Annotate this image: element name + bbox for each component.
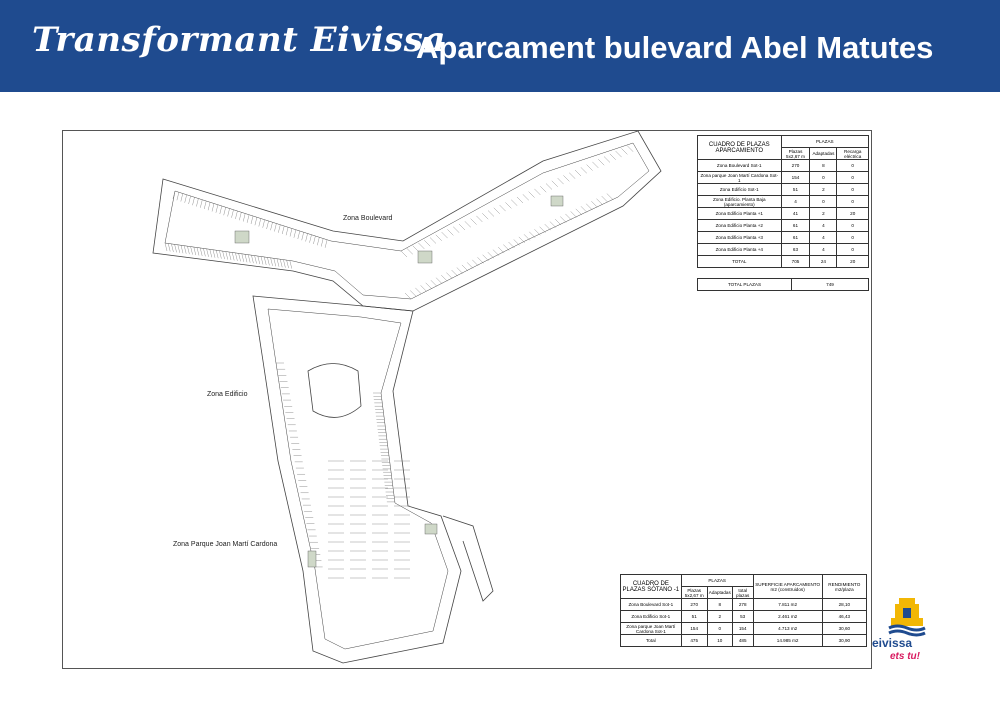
stall-line bbox=[415, 288, 421, 294]
table-total-plazas bbox=[697, 278, 869, 291]
stall-line bbox=[223, 251, 225, 259]
table2-cell-total: 53 bbox=[732, 611, 753, 623]
stall-line bbox=[216, 250, 218, 258]
stall-line bbox=[607, 194, 613, 200]
stall-line bbox=[175, 244, 177, 252]
stall-line bbox=[459, 224, 465, 230]
stall-line bbox=[524, 234, 530, 240]
stall-line bbox=[477, 257, 483, 263]
stall-line bbox=[243, 214, 245, 222]
table1-cell-zona: TOTAL bbox=[698, 256, 782, 268]
table1-row bbox=[698, 220, 869, 232]
zone-label-parque: Zona Parque Joan Martí Cardona bbox=[173, 541, 278, 548]
stall-line bbox=[483, 255, 489, 261]
stall-line bbox=[255, 256, 257, 264]
stall-line bbox=[306, 234, 308, 242]
stall-line bbox=[471, 219, 477, 225]
table2-row bbox=[621, 599, 867, 611]
stall-line bbox=[242, 254, 244, 262]
stall-line bbox=[430, 238, 436, 244]
stall-line bbox=[598, 159, 604, 165]
stall-line bbox=[401, 251, 407, 257]
stall-line bbox=[259, 219, 261, 227]
table1-cell-adaptadas: 24 bbox=[810, 256, 837, 268]
stall-line bbox=[488, 211, 494, 217]
stall-line bbox=[592, 162, 598, 168]
table1-cell-adaptadas: 0 bbox=[810, 196, 837, 208]
stall-line bbox=[208, 202, 210, 210]
stall-line bbox=[287, 260, 289, 268]
stall-line bbox=[232, 252, 234, 260]
stall-line bbox=[523, 194, 529, 200]
stall-line bbox=[189, 196, 191, 204]
table1-cell-recarga: 0 bbox=[837, 196, 869, 208]
stall-line bbox=[540, 186, 546, 192]
stall-line bbox=[264, 257, 266, 265]
page-title: Aparcament bulevard Abel Matutes bbox=[416, 30, 934, 65]
stall-line bbox=[290, 229, 292, 237]
table1-cell-zona: Zona parque Joan Martí Cardona Sot-1 bbox=[698, 172, 782, 184]
stall-line bbox=[263, 220, 265, 228]
stall-line bbox=[565, 214, 571, 220]
stall-line bbox=[181, 194, 183, 202]
stall-line bbox=[191, 247, 193, 255]
stall-line bbox=[575, 170, 581, 176]
garden-patch bbox=[551, 196, 563, 206]
stall-line bbox=[602, 196, 608, 202]
total-plazas-value: 749 bbox=[792, 279, 869, 291]
stall-line bbox=[251, 255, 253, 263]
stall-line bbox=[581, 206, 587, 212]
table1-cell-zona: Zona Edificio. Planta Baja (aparcamiento) bbox=[698, 196, 782, 208]
table1-cell-plazas: 63 bbox=[781, 244, 810, 256]
stall-line bbox=[267, 221, 269, 229]
stall-line bbox=[245, 254, 247, 262]
header-banner bbox=[0, 0, 1000, 92]
stall-line bbox=[571, 211, 577, 217]
brand-title: Transformant Eivissa bbox=[32, 20, 446, 60]
stall-line bbox=[200, 248, 202, 256]
table1-row bbox=[698, 208, 869, 220]
stall-line bbox=[177, 192, 179, 200]
stall-line bbox=[503, 245, 509, 251]
table1-cell-zona: Zona Edificio Sot-1 bbox=[698, 184, 782, 196]
stall-line bbox=[229, 252, 231, 260]
table1-cell-plazas: 4 bbox=[781, 196, 810, 208]
table2-cell-adaptadas: 2 bbox=[707, 611, 732, 623]
stall-line bbox=[317, 237, 319, 245]
stall-line bbox=[258, 256, 260, 264]
zone-label-edificio: Zona Edificio bbox=[207, 391, 248, 398]
table2-cell-plazas: 51 bbox=[681, 611, 707, 623]
table2-cell-zona: Zona parque Joan Martí Cardona Sot-1 bbox=[621, 623, 682, 635]
table1-cell-plazas: 154 bbox=[781, 172, 810, 184]
table2-group-header: PLAZAS bbox=[681, 575, 753, 587]
stall-line bbox=[282, 226, 284, 234]
stall-line bbox=[447, 229, 453, 235]
stall-line bbox=[286, 227, 288, 235]
stall-line bbox=[462, 265, 468, 271]
stall-line bbox=[171, 244, 173, 252]
table1-cell-recarga: 0 bbox=[837, 172, 869, 184]
stall-line bbox=[621, 148, 627, 154]
table1-cell-recarga: 0 bbox=[837, 160, 869, 172]
table1-col-adaptadas: Adaptadas bbox=[810, 148, 837, 160]
stall-line bbox=[232, 210, 234, 218]
stall-line bbox=[540, 227, 546, 233]
stall-line bbox=[517, 197, 523, 203]
stall-line bbox=[168, 243, 170, 251]
stall-line bbox=[591, 201, 597, 207]
table1-cell-recarga: 0 bbox=[837, 220, 869, 232]
table1-row bbox=[698, 160, 869, 172]
stall-line bbox=[534, 229, 540, 235]
table1-row bbox=[698, 184, 869, 196]
stall-line bbox=[290, 261, 292, 269]
stall-line bbox=[193, 197, 195, 205]
stall-line bbox=[267, 257, 269, 265]
table1-cell-zona: Zona Edificio Planta +4 bbox=[698, 244, 782, 256]
stall-line bbox=[283, 260, 285, 268]
stall-line bbox=[418, 243, 424, 249]
stall-line bbox=[452, 270, 458, 276]
table2-cell-adaptadas: 10 bbox=[707, 635, 732, 647]
table2-cell-rendimiento: 46,43 bbox=[822, 611, 866, 623]
table-plazas-aparcamiento bbox=[697, 135, 869, 268]
table2-row bbox=[621, 635, 867, 647]
table2-cell-superficie: 7.811 m2 bbox=[753, 599, 822, 611]
garden-patch bbox=[235, 231, 249, 243]
stall-line bbox=[321, 239, 323, 247]
stall-line bbox=[298, 231, 300, 239]
table2-cell-superficie: 2.461 m2 bbox=[753, 611, 822, 623]
stall-line bbox=[465, 221, 471, 227]
stall-line bbox=[247, 215, 249, 223]
table2-col-total: total plazas bbox=[732, 587, 753, 599]
stall-line bbox=[203, 248, 205, 256]
table1-col-plazas: Plazas 5x2,67 m bbox=[781, 148, 810, 160]
stall-line bbox=[488, 252, 494, 258]
stall-line bbox=[627, 146, 633, 152]
stall-line bbox=[586, 204, 592, 210]
stall-line bbox=[278, 225, 280, 233]
table2-col-superficie: SUPERFICIE APARCAMIENTO m2 (construidos) bbox=[753, 575, 822, 599]
table2-cell-plazas: 475 bbox=[681, 635, 707, 647]
stall-line bbox=[494, 208, 500, 214]
stall-line bbox=[410, 290, 416, 296]
stall-line bbox=[200, 200, 202, 208]
stall-line bbox=[313, 236, 315, 244]
stall-line bbox=[216, 205, 218, 213]
stall-line bbox=[587, 165, 593, 171]
table-plazas-sotano bbox=[620, 574, 867, 647]
stall-line bbox=[431, 280, 437, 286]
table1-cell-adaptadas: 4 bbox=[810, 220, 837, 232]
stall-line bbox=[226, 252, 228, 260]
stall-line bbox=[472, 260, 478, 266]
table1-cell-adaptadas: 2 bbox=[810, 208, 837, 220]
stall-line bbox=[235, 253, 237, 261]
stall-line bbox=[224, 207, 226, 215]
stall-line bbox=[534, 189, 540, 195]
table2-cell-zona: Zona Edificio Sot-1 bbox=[621, 611, 682, 623]
stall-line bbox=[610, 154, 616, 160]
boulevard-outline bbox=[153, 131, 661, 311]
stall-line bbox=[165, 243, 167, 251]
stall-line bbox=[219, 251, 221, 259]
stall-line bbox=[413, 246, 419, 252]
stall-line bbox=[511, 200, 517, 206]
stall-line bbox=[563, 175, 569, 181]
table1-row bbox=[698, 244, 869, 256]
stall-line bbox=[251, 216, 253, 224]
stall-line bbox=[325, 240, 327, 248]
table2-row bbox=[621, 623, 867, 635]
table2-row bbox=[621, 611, 867, 623]
stall-line bbox=[235, 211, 237, 219]
stall-line bbox=[514, 239, 520, 245]
stall-line bbox=[196, 199, 198, 207]
stall-line bbox=[277, 259, 279, 267]
stall-line bbox=[482, 213, 488, 219]
stall-line bbox=[529, 232, 535, 238]
table2-cell-total: 154 bbox=[732, 623, 753, 635]
table1-cell-plazas: 270 bbox=[781, 160, 810, 172]
stall-line bbox=[441, 275, 447, 281]
table1-cell-zona: Zona Edificio Planta +2 bbox=[698, 220, 782, 232]
table2-cell-rendimiento: 28,10 bbox=[822, 599, 866, 611]
stall-line bbox=[239, 253, 241, 261]
table1-group-header: PLAZAS bbox=[781, 136, 868, 148]
zone-label-boulevard: Zona Boulevard bbox=[343, 215, 393, 222]
table1-cell-plazas: 705 bbox=[781, 256, 810, 268]
stall-line bbox=[280, 259, 282, 267]
stall-line bbox=[500, 205, 506, 211]
table1-cell-adaptadas: 4 bbox=[810, 244, 837, 256]
table2-col-adaptadas: Adaptadas bbox=[707, 587, 732, 599]
stall-line bbox=[498, 247, 504, 253]
stall-line bbox=[446, 273, 452, 279]
garden-patch bbox=[425, 524, 437, 534]
stall-line bbox=[529, 192, 535, 198]
stall-line bbox=[220, 206, 222, 214]
stall-line bbox=[560, 217, 566, 223]
stall-line bbox=[421, 285, 427, 291]
table1-cell-recarga: 0 bbox=[837, 244, 869, 256]
stall-line bbox=[213, 250, 215, 258]
stall-line bbox=[212, 204, 214, 212]
stall-line bbox=[197, 248, 199, 256]
table1-cell-zona: Zona Edificio Planta +1 bbox=[698, 208, 782, 220]
table2-cell-superficie: 4.713 m2 bbox=[753, 623, 822, 635]
table1-cell-adaptadas: 4 bbox=[810, 232, 837, 244]
stall-line bbox=[271, 258, 273, 266]
logo-tagline: ets tu! bbox=[890, 651, 920, 662]
stall-line bbox=[310, 235, 312, 243]
table1-cell-recarga: 0 bbox=[837, 232, 869, 244]
stall-line bbox=[274, 224, 276, 232]
table1-row bbox=[698, 232, 869, 244]
table1-row bbox=[698, 172, 869, 184]
stall-line bbox=[550, 222, 556, 228]
table1-cell-plazas: 51 bbox=[781, 184, 810, 196]
table1-cell-plazas: 61 bbox=[781, 232, 810, 244]
table1-cell-plazas: 41 bbox=[781, 208, 810, 220]
table1-row bbox=[698, 256, 869, 268]
table2-cell-total: 278 bbox=[732, 599, 753, 611]
table1-cell-adaptadas: 0 bbox=[810, 172, 837, 184]
table2-cell-plazas: 270 bbox=[681, 599, 707, 611]
table1-cell-adaptadas: 8 bbox=[810, 160, 837, 172]
stall-line bbox=[596, 199, 602, 205]
table1-cell-plazas: 61 bbox=[781, 220, 810, 232]
stall-line bbox=[493, 250, 499, 256]
table2-cell-rendimiento: 30,60 bbox=[822, 623, 866, 635]
logo-wordmark: eivissa bbox=[872, 636, 913, 650]
table1-cell-zona: Zona Edificio Planta +3 bbox=[698, 232, 782, 244]
table1-row bbox=[698, 196, 869, 208]
table2-cell-zona: Zona Boulevard Sot-1 bbox=[621, 599, 682, 611]
table2-cell-adaptadas: 8 bbox=[707, 599, 732, 611]
stall-line bbox=[184, 246, 186, 254]
stall-line bbox=[569, 173, 575, 179]
garden-patch bbox=[418, 251, 432, 263]
stall-line bbox=[207, 249, 209, 257]
stall-line bbox=[228, 209, 230, 217]
stall-line bbox=[604, 157, 610, 163]
table2-cell-adaptadas: 0 bbox=[707, 623, 732, 635]
stall-line bbox=[181, 245, 183, 253]
stall-line bbox=[457, 268, 463, 274]
stall-line bbox=[302, 232, 304, 240]
table1-cell-recarga: 20 bbox=[837, 256, 869, 268]
parking-plan-drawing bbox=[62, 130, 872, 669]
table1-col-recarga: Recarga eléctrica bbox=[837, 148, 869, 160]
stall-line bbox=[545, 224, 551, 230]
stall-line bbox=[407, 248, 413, 254]
table2-col-rendimiento: RENDIMIENTO m2/plaza bbox=[822, 575, 866, 599]
stall-line bbox=[546, 184, 552, 190]
table2-col-plazas: Plazas 5x2,67 m bbox=[681, 587, 707, 599]
stall-line bbox=[194, 247, 196, 255]
stall-line bbox=[442, 232, 448, 238]
table2-cell-superficie: 14.985 m2 bbox=[753, 635, 822, 647]
total-plazas-label: TOTAL PLAZAS bbox=[698, 279, 792, 291]
stall-line bbox=[274, 258, 276, 266]
stall-line bbox=[436, 235, 442, 241]
stall-line bbox=[185, 195, 187, 203]
stall-line bbox=[271, 222, 273, 230]
stall-line bbox=[552, 181, 558, 187]
stall-line bbox=[178, 245, 180, 253]
table2-title: CUADRO DE PLAZAS SÓTANO -1 bbox=[621, 575, 682, 599]
stall-line bbox=[581, 167, 587, 173]
table2-cell-total: 485 bbox=[732, 635, 753, 647]
stall-line bbox=[476, 216, 482, 222]
stall-line bbox=[509, 242, 515, 248]
stall-line bbox=[453, 227, 459, 233]
stall-line bbox=[436, 278, 442, 284]
stall-line bbox=[467, 262, 473, 268]
table2-cell-plazas: 154 bbox=[681, 623, 707, 635]
stall-line bbox=[239, 212, 241, 220]
stall-line bbox=[204, 201, 206, 209]
stall-line bbox=[519, 237, 525, 243]
stall-line bbox=[576, 209, 582, 215]
table2-cell-zona: Total bbox=[621, 635, 682, 647]
garden-patch bbox=[308, 551, 316, 567]
stall-line bbox=[248, 255, 250, 263]
table1-cell-zona: Zona Boulevard Sot-1 bbox=[698, 160, 782, 172]
stall-line bbox=[255, 217, 257, 225]
ramp-outline bbox=[443, 516, 493, 601]
stall-line bbox=[261, 257, 263, 265]
edificio-parque-outline bbox=[253, 296, 461, 663]
stall-line bbox=[558, 178, 564, 184]
stall-line bbox=[505, 202, 511, 208]
stall-line bbox=[555, 219, 561, 225]
table1-title: CUADRO DE PLAZAS APARCAMIENTO bbox=[698, 136, 782, 160]
stall-line bbox=[616, 151, 622, 157]
table2-cell-rendimiento: 30,90 bbox=[822, 635, 866, 647]
stall-line bbox=[294, 230, 296, 238]
stall-line bbox=[405, 293, 411, 299]
table1-cell-recarga: 0 bbox=[837, 184, 869, 196]
table1-cell-adaptadas: 2 bbox=[810, 184, 837, 196]
stall-line bbox=[426, 283, 432, 289]
table1-cell-recarga: 20 bbox=[837, 208, 869, 220]
stall-line bbox=[210, 249, 212, 257]
stall-line bbox=[424, 240, 430, 246]
stall-line bbox=[173, 191, 175, 199]
stall-line bbox=[187, 246, 189, 254]
